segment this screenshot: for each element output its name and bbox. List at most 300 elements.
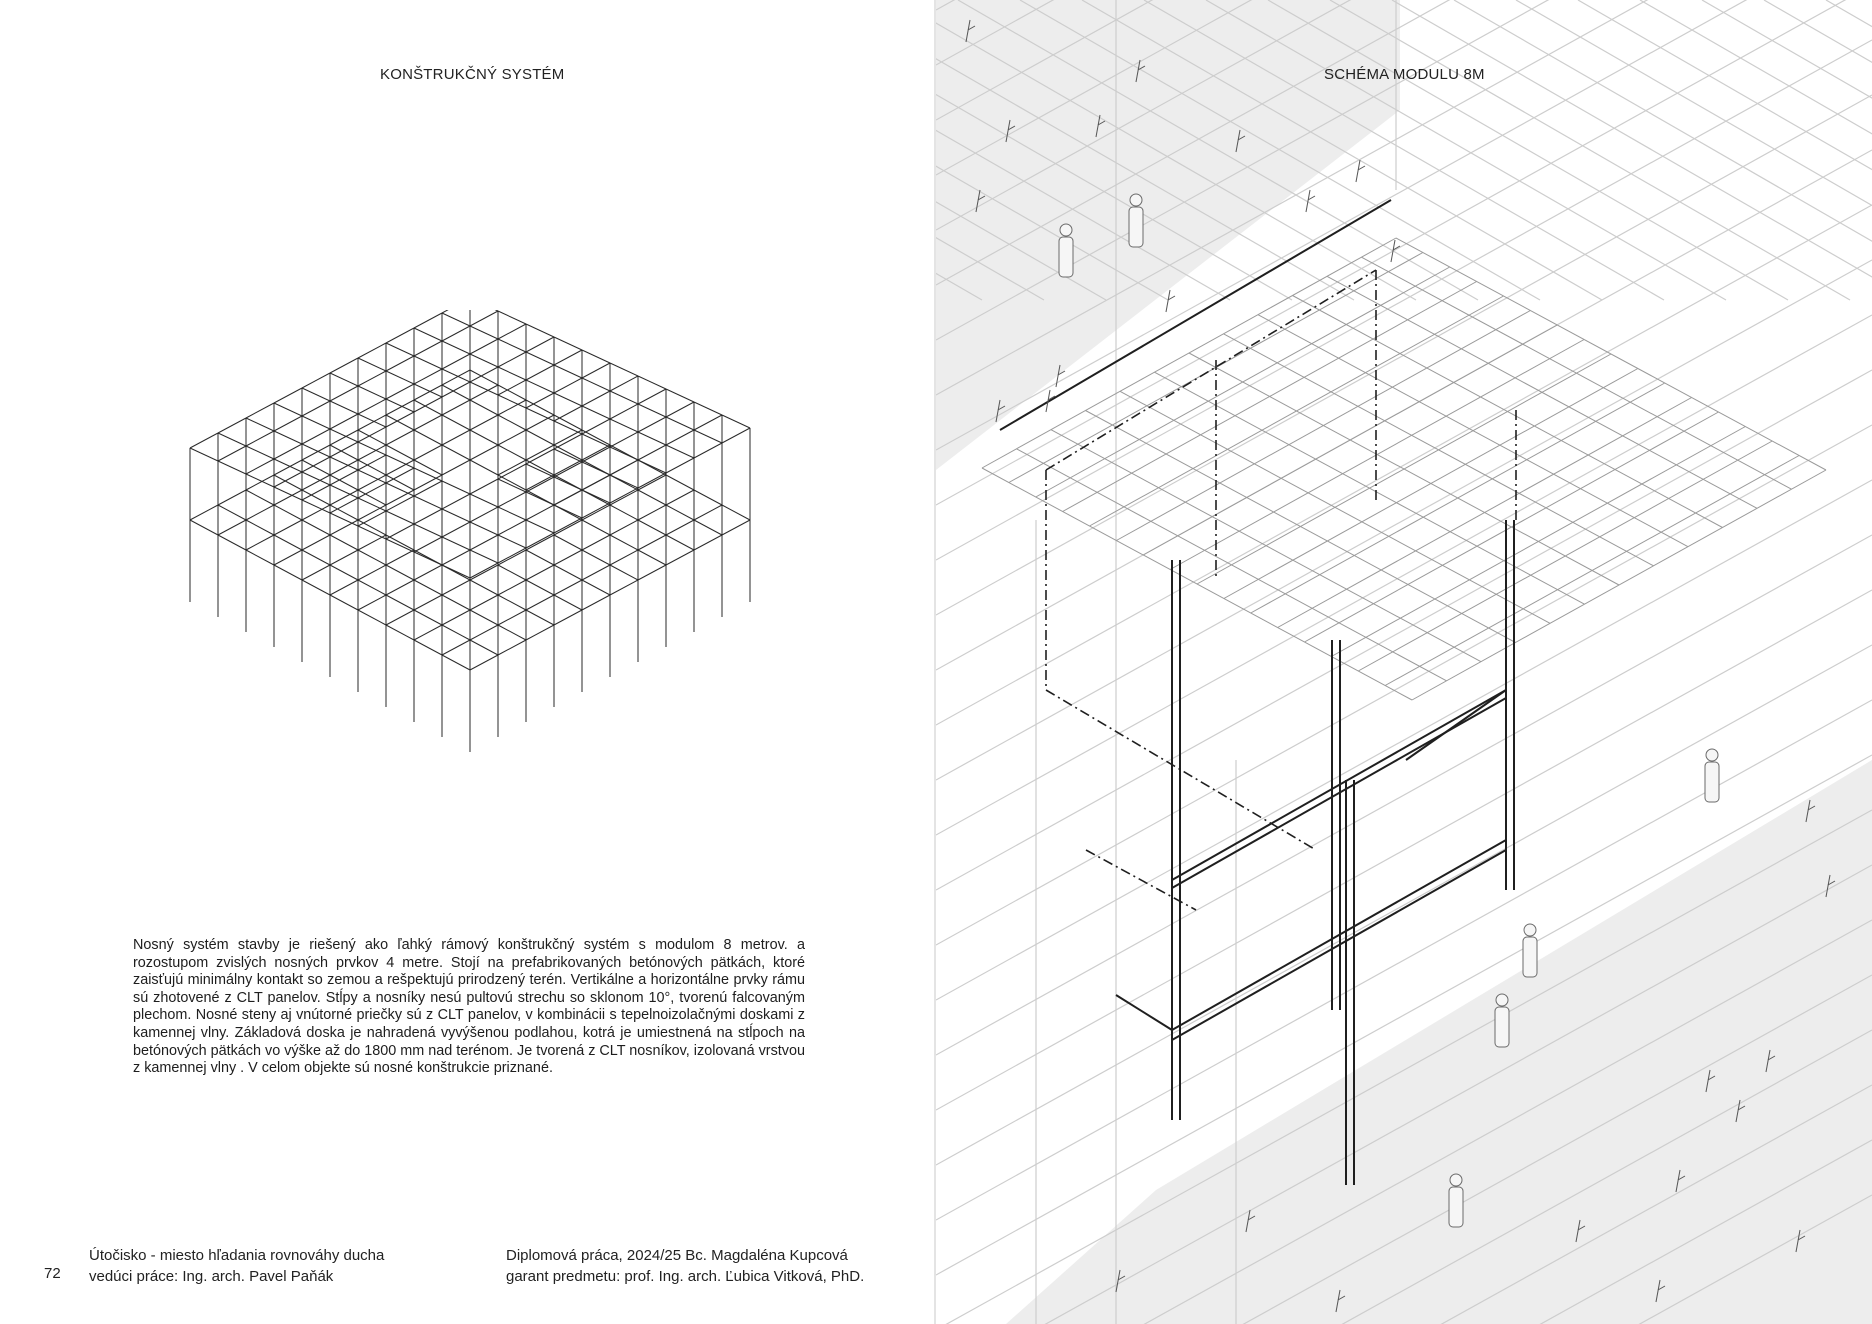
- frame-beam: [610, 475, 638, 488]
- frame-beam: [358, 415, 386, 430]
- frame-beam: [526, 535, 554, 550]
- frame-beam: [386, 371, 414, 384]
- frame-beam: [442, 445, 470, 460]
- frame-beam: [694, 535, 722, 550]
- frame-beam: [610, 419, 638, 432]
- frame-beam: [554, 337, 582, 350]
- frame-beam: [526, 477, 554, 492]
- frame-beam: [498, 430, 526, 445]
- frame-beam: [498, 535, 526, 548]
- frame-beam: [442, 640, 470, 655]
- frame-beam: [694, 415, 722, 430]
- frame-beam: [386, 455, 414, 468]
- frame-beam: [442, 522, 470, 537]
- frame-beam: [470, 494, 498, 507]
- structural-frame-axonometric: [140, 310, 820, 810]
- frame-beam: [414, 328, 442, 341]
- frame-beam: [218, 535, 246, 550]
- frame-beam: [442, 565, 470, 578]
- frame-beam: [470, 479, 498, 494]
- frame-beam: [470, 460, 498, 475]
- person-figure-head: [1706, 749, 1718, 761]
- frame-beam: [246, 505, 274, 520]
- frame-beam: [638, 473, 666, 488]
- frame-beam: [498, 339, 526, 352]
- frame-beam: [358, 511, 386, 526]
- frame-beam: [218, 446, 246, 461]
- frame-beam: [554, 460, 582, 475]
- frame-beam: [358, 505, 386, 520]
- frame-beam: [218, 520, 246, 535]
- frame-beam: [498, 492, 526, 507]
- frame-beam: [358, 371, 386, 386]
- ghost-grid-line: [1392, 0, 1872, 300]
- frame-beam: [330, 565, 358, 580]
- frame-beam: [582, 406, 610, 419]
- frame-beam: [554, 350, 582, 365]
- frame-beam: [526, 430, 554, 445]
- frame-beam: [274, 444, 302, 459]
- frame-beam: [638, 389, 666, 404]
- frame-beam: [330, 595, 358, 610]
- frame-beam: [414, 385, 442, 400]
- frame-beam: [470, 563, 498, 578]
- frame-beam: [666, 550, 694, 565]
- frame-beam: [554, 477, 582, 490]
- frame-beam: [582, 505, 610, 520]
- frame-beam: [358, 475, 386, 490]
- frame-beam: [582, 475, 610, 490]
- frame-beam: [358, 490, 386, 505]
- frame-beam: [694, 520, 722, 535]
- frame-beam: [330, 401, 358, 414]
- frame-beam: [526, 625, 554, 640]
- person-figure-body: [1449, 1187, 1463, 1227]
- frame-beam: [498, 311, 526, 324]
- frame-beam: [442, 610, 470, 625]
- frame-beam: [442, 550, 470, 565]
- frame-beam: [694, 430, 722, 443]
- footer-thesis-title: [89, 1245, 384, 1287]
- frame-beam: [414, 415, 442, 430]
- page-number: 72: [44, 1265, 61, 1282]
- frame-beam: [470, 415, 498, 430]
- frame-beam: [526, 449, 554, 464]
- frame-beam: [386, 384, 414, 399]
- frame-beam: [638, 417, 666, 432]
- person-figure-body: [1705, 762, 1719, 802]
- frame-beam: [554, 518, 582, 533]
- frame-beam: [498, 625, 526, 640]
- frame-beam: [554, 406, 582, 421]
- frame-beam: [498, 565, 526, 580]
- frame-beam: [610, 447, 638, 460]
- frame-beam: [554, 365, 582, 378]
- frame-beam: [554, 462, 582, 477]
- frame-beam: [274, 416, 302, 431]
- floor-edge: [1116, 995, 1172, 1030]
- frame-beam: [218, 505, 246, 520]
- frame-beam: [330, 498, 358, 513]
- frame-beam: [218, 490, 246, 505]
- roof-rafter: [1278, 398, 1692, 628]
- frame-beam: [582, 520, 610, 535]
- frame-beam: [302, 429, 330, 444]
- frame-beam: [526, 505, 554, 520]
- frame-beam: [582, 462, 610, 475]
- frame-beam: [330, 414, 358, 429]
- frame-beam: [442, 655, 470, 670]
- frame-beam: [722, 520, 750, 535]
- frame-beam: [330, 429, 358, 442]
- frame-beam: [470, 326, 498, 339]
- frame-beam: [554, 550, 582, 565]
- frame-beam: [386, 580, 414, 595]
- frame-beam: [638, 520, 666, 535]
- ghost-grid-line: [1702, 0, 1872, 300]
- roof-rafter: [1358, 441, 1772, 671]
- frame-beam: [582, 391, 610, 406]
- frame-beam: [582, 550, 610, 565]
- ghost-grid-line: [1454, 0, 1872, 300]
- frame-beam: [442, 537, 470, 550]
- frame-beam: [526, 610, 554, 625]
- frame-beam: [302, 445, 330, 460]
- frame-beam: [302, 416, 330, 429]
- frame-beam: [414, 430, 442, 445]
- frame-beam: [246, 474, 274, 487]
- frame-beam: [638, 460, 666, 473]
- frame-beam: [442, 595, 470, 610]
- frame-beam: [638, 565, 666, 580]
- frame-beam: [386, 524, 414, 539]
- frame-beam: [442, 509, 470, 522]
- frame-beam: [218, 418, 246, 433]
- frame-beam: [526, 400, 554, 415]
- person-figure-head: [1496, 994, 1508, 1006]
- frame-beam: [274, 550, 302, 565]
- frame-beam: [498, 415, 526, 430]
- frame-beam: [638, 445, 666, 460]
- frame-beam: [190, 520, 218, 535]
- frame-beam: [470, 565, 498, 580]
- frame-beam: [442, 370, 470, 385]
- frame-beam: [358, 550, 386, 565]
- frame-beam: [442, 385, 470, 400]
- frame-beam: [582, 503, 610, 518]
- frame-beam: [442, 625, 470, 640]
- frame-beam: [274, 520, 302, 535]
- frame-beam: [694, 490, 722, 505]
- frame-beam: [274, 388, 302, 403]
- frame-beam: [386, 610, 414, 625]
- frame-beam: [386, 468, 414, 483]
- frame-beam: [498, 395, 526, 408]
- frame-beam: [470, 655, 498, 670]
- frame-beam: [414, 445, 442, 460]
- frame-beam: [554, 449, 582, 462]
- frame-beam: [358, 414, 386, 427]
- frame-beam: [414, 552, 442, 565]
- frame-beam: [218, 433, 246, 446]
- frame-beam: [470, 625, 498, 640]
- person-figure-head: [1130, 194, 1142, 206]
- frame-beam: [498, 610, 526, 625]
- frame-beam: [246, 446, 274, 459]
- frame-beam: [302, 565, 330, 580]
- frame-beam: [274, 431, 302, 444]
- frame-beam: [554, 610, 582, 625]
- frame-beam: [498, 367, 526, 380]
- frame-beam: [526, 565, 554, 580]
- frame-beam: [414, 625, 442, 640]
- frame-beam: [330, 386, 358, 401]
- frame-beam: [302, 550, 330, 565]
- footer-thesis: Diplomová práca, 2024/25 Bc. Magdaléna Kupcová: [506, 1247, 848, 1264]
- frame-beam: [638, 535, 666, 550]
- frame-beam: [666, 402, 694, 417]
- frame-beam: [610, 432, 638, 447]
- frame-beam: [582, 378, 610, 391]
- frame-beam: [526, 533, 554, 548]
- frame-beam: [442, 326, 470, 341]
- frame-beam: [302, 500, 330, 513]
- frame-beam: [330, 485, 358, 498]
- frame-beam: [526, 365, 554, 380]
- frame-beam: [302, 535, 330, 550]
- frame-beam: [666, 520, 694, 535]
- frame-beam: [358, 565, 386, 580]
- frame-beam: [386, 445, 414, 460]
- frame-beam: [582, 445, 610, 460]
- roof-rafter: [1412, 470, 1826, 700]
- ghost-grid-line: [1578, 0, 1872, 300]
- frame-beam: [498, 595, 526, 610]
- frame-beam: [498, 520, 526, 535]
- module-scheme-drawing: [936, 0, 1872, 1324]
- frame-beam: [526, 550, 554, 565]
- frame-beam: [526, 408, 554, 421]
- frame-beam: [666, 417, 694, 430]
- frame-beam: [554, 434, 582, 449]
- frame-beam: [274, 565, 302, 580]
- frame-beam: [274, 535, 302, 550]
- frame-beam: [526, 520, 554, 533]
- frame-beam: [498, 507, 526, 520]
- frame-beam: [190, 433, 218, 448]
- frame-beam: [386, 343, 414, 356]
- person-figure-body: [1129, 207, 1143, 247]
- frame-beam: [582, 490, 610, 503]
- body-paragraph: [133, 937, 805, 1078]
- frame-beam: [582, 595, 610, 610]
- frame-beam: [470, 354, 498, 367]
- frame-beam: [386, 496, 414, 511]
- person-figure-body: [1059, 237, 1073, 277]
- footer-supervisor: vedúci práce: Ing. arch. Pavel Paňák: [89, 1268, 334, 1285]
- frame-beam: [442, 382, 470, 397]
- frame-beam: [610, 565, 638, 580]
- ground-shade-bottom: [1006, 760, 1872, 1324]
- frame-beam: [470, 535, 498, 550]
- frame-beam: [526, 475, 554, 490]
- frame-beam: [330, 520, 358, 535]
- frame-beam: [274, 459, 302, 472]
- frame-beam: [442, 400, 470, 415]
- frame-beam: [302, 373, 330, 388]
- frame-beam: [414, 356, 442, 369]
- frame-beam: [358, 399, 386, 414]
- frame-beam: [582, 363, 610, 378]
- frame-beam: [638, 404, 666, 417]
- frame-beam: [470, 367, 498, 382]
- frame-beam: [666, 389, 694, 402]
- plant-sprig-icon: [1356, 160, 1360, 182]
- frame-beam: [302, 505, 330, 520]
- frame-beam: [246, 418, 274, 431]
- frame-beam: [526, 380, 554, 393]
- frame-beam: [610, 535, 638, 550]
- person-figure-head: [1060, 224, 1072, 236]
- frame-beam: [722, 428, 750, 443]
- frame-beam: [582, 350, 610, 363]
- roof-rafter: [1385, 456, 1799, 686]
- frame-beam: [666, 490, 694, 505]
- frame-beam: [190, 448, 218, 461]
- frame-beam: [498, 400, 526, 415]
- frame-beam: [638, 432, 666, 445]
- frame-beam: [302, 401, 330, 416]
- frame-beam: [554, 490, 582, 505]
- frame-beam: [526, 352, 554, 365]
- frame-beam: [414, 341, 442, 356]
- frame-beam: [358, 358, 386, 371]
- frame-beam: [386, 625, 414, 640]
- person-figure-head: [1450, 1174, 1462, 1186]
- frame-beam: [638, 505, 666, 520]
- frame-beam: [470, 311, 498, 326]
- frame-beam: [302, 457, 330, 472]
- frame-beam: [386, 328, 414, 343]
- frame-beam: [442, 369, 470, 382]
- frame-beam: [554, 393, 582, 406]
- frame-beam: [302, 580, 330, 595]
- frame-beam: [218, 461, 246, 474]
- frame-beam: [442, 580, 470, 595]
- frame-beam: [582, 447, 610, 462]
- frame-beam: [498, 445, 526, 460]
- roof-rafter: [1331, 427, 1745, 657]
- frame-beam: [246, 475, 274, 490]
- frame-beam: [386, 483, 414, 496]
- person-figure-head: [1524, 924, 1536, 936]
- frame-beam: [358, 470, 386, 483]
- frame-beam: [582, 434, 610, 447]
- footer-title: Útočisko - miesto hľadania rovnováhy ducha: [89, 1247, 385, 1264]
- frame-beam: [498, 479, 526, 492]
- frame-beam: [414, 460, 442, 475]
- frame-beam: [414, 475, 442, 490]
- frame-beam: [442, 341, 470, 354]
- frame-beam: [442, 310, 470, 313]
- frame-beam: [414, 524, 442, 537]
- frame-beam: [414, 610, 442, 625]
- frame-beam: [610, 376, 638, 391]
- frame-beam: [610, 490, 638, 505]
- frame-beam: [302, 444, 330, 457]
- frame-beam: [442, 460, 470, 475]
- frame-beam: [414, 580, 442, 595]
- frame-beam: [246, 459, 274, 474]
- frame-beam: [330, 442, 358, 457]
- frame-beam: [358, 595, 386, 610]
- frame-beam: [610, 391, 638, 404]
- frame-beam: [330, 505, 358, 520]
- frame-beam: [582, 580, 610, 595]
- frame-beam: [246, 490, 274, 505]
- frame-beam: [470, 550, 498, 563]
- frame-beam: [330, 445, 358, 460]
- frame-beam: [386, 511, 414, 524]
- frame-beam: [526, 492, 554, 505]
- frame-beam: [358, 386, 386, 399]
- frame-beam: [470, 610, 498, 625]
- frame-beam: [386, 565, 414, 580]
- frame-beam: [414, 565, 442, 580]
- frame-beam: [694, 402, 722, 415]
- frame-beam: [358, 483, 386, 498]
- frame-beam: [246, 520, 274, 535]
- frame-beam: [274, 472, 302, 487]
- frame-beam: [386, 539, 414, 552]
- frame-beam: [442, 354, 470, 369]
- frame-beam: [554, 535, 582, 550]
- frame-beam: [246, 550, 274, 565]
- frame-beam: [414, 468, 442, 481]
- frame-beam: [498, 640, 526, 655]
- frame-beam: [302, 388, 330, 401]
- frame-beam: [554, 595, 582, 610]
- frame-beam: [358, 610, 386, 625]
- frame-beam: [554, 520, 582, 535]
- frame-beam: [414, 509, 442, 524]
- frame-beam: [386, 415, 414, 430]
- frame-beam: [638, 376, 666, 389]
- frame-beam: [610, 520, 638, 535]
- person-figure-body: [1523, 937, 1537, 977]
- frame-beam: [554, 378, 582, 393]
- frame-beam: [554, 565, 582, 580]
- frame-beam: [722, 415, 750, 428]
- frame-beam: [330, 580, 358, 595]
- frame-beam: [638, 550, 666, 565]
- frame-beam: [414, 400, 442, 415]
- frame-beam: [582, 419, 610, 434]
- frame-beam: [498, 550, 526, 565]
- frame-beam: [358, 498, 386, 511]
- frame-beam: [610, 580, 638, 595]
- frame-beam: [386, 595, 414, 610]
- frame-beam: [246, 431, 274, 446]
- frame-beam: [246, 403, 274, 418]
- frame-beam: [526, 595, 554, 610]
- frame-beam: [610, 550, 638, 565]
- frame-beam: [666, 430, 694, 445]
- frame-beam: [666, 445, 694, 458]
- frame-beam: [638, 490, 666, 505]
- frame-beam: [358, 427, 386, 442]
- frame-beam: [666, 535, 694, 550]
